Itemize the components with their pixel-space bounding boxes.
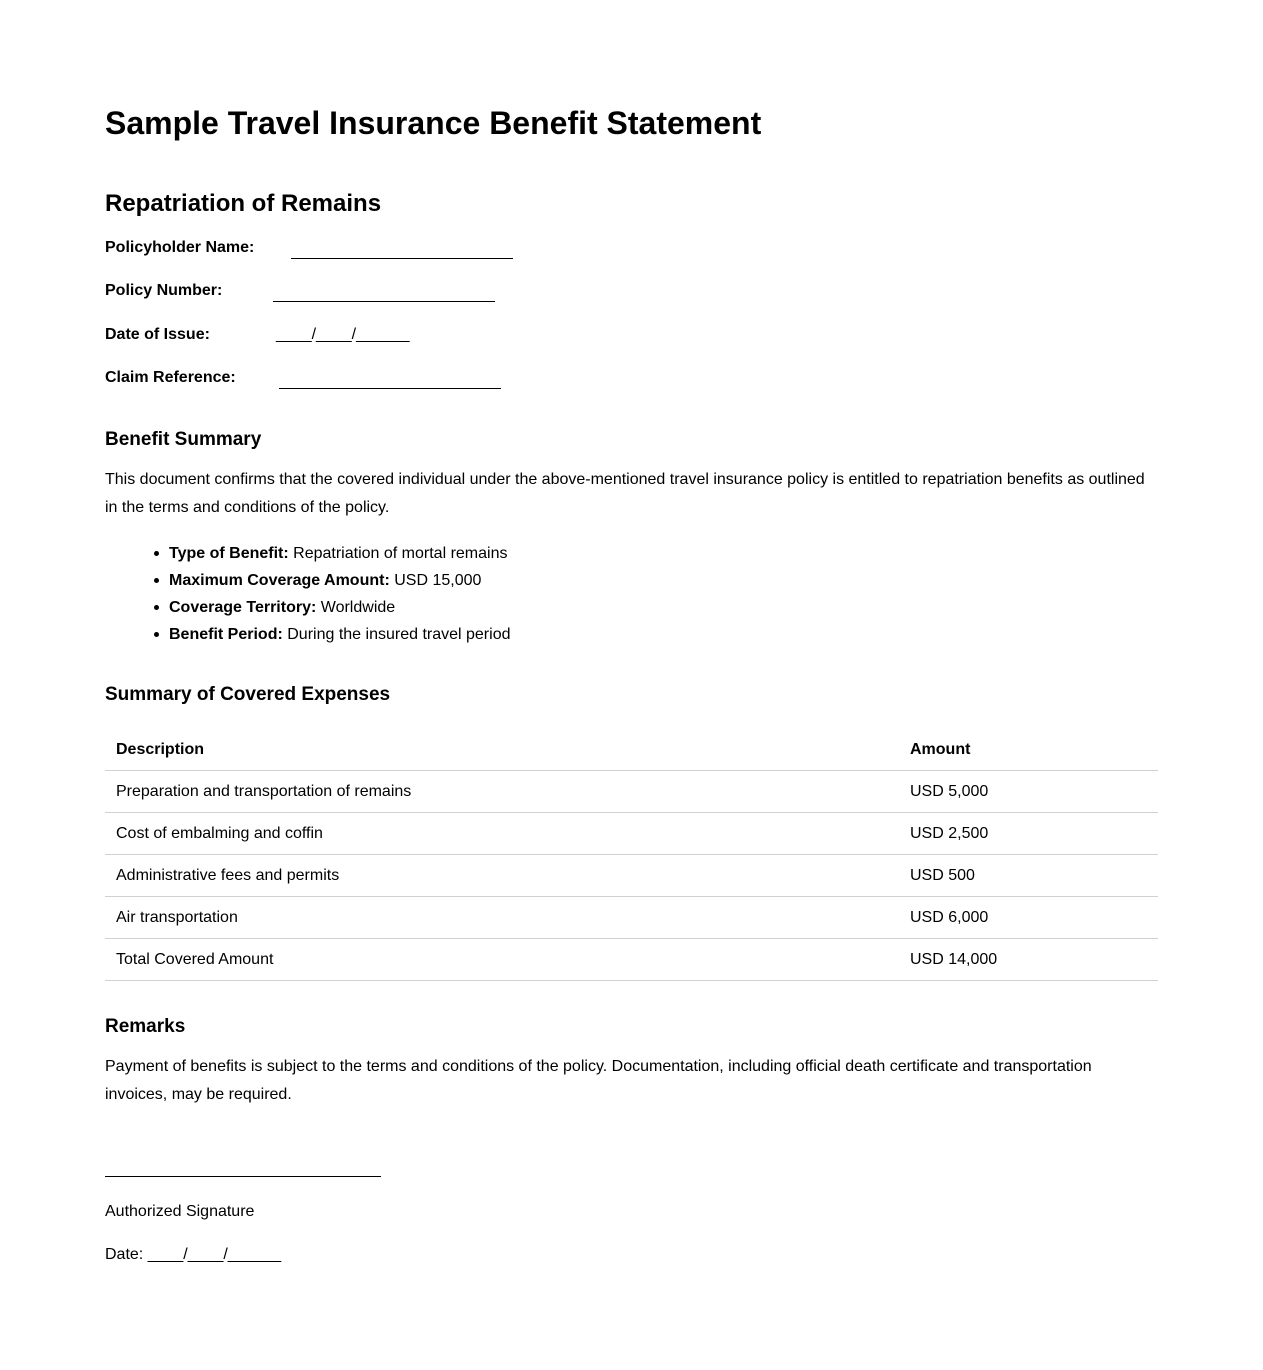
table-row — [105, 771, 1158, 813]
claim-reference-label: Claim Reference: — [105, 369, 236, 386]
expense-description: Air transportation — [105, 897, 899, 939]
benefit-summary-paragraph: This document confirms that the covered individual under the above-mentioned travel insurance policy is entitled to repatriation benefits as outlined in the terms and conditions of the policy. — [105, 471, 1145, 516]
table-row — [105, 855, 1158, 897]
policyholder-name-label: Policyholder Name: — [105, 239, 255, 256]
benefit-item-value: USD 15,000 — [394, 572, 482, 589]
benefit-summary-heading: Benefit Summary — [105, 429, 262, 450]
benefit-item-label: Benefit Period: — [169, 626, 283, 643]
signature-line[interactable] — [105, 1176, 381, 1177]
expense-amount: USD 2,500 — [899, 813, 1158, 855]
benefit-item-value: Worldwide — [320, 599, 396, 616]
expense-description: Preparation and transportation of remains — [105, 771, 899, 813]
remarks-heading: Remarks — [105, 1016, 186, 1037]
date-of-issue-field — [105, 324, 410, 346]
benefit-item-label: Maximum Coverage Amount: — [169, 572, 390, 589]
remarks-paragraph: Payment of benefits is subject to the terms and conditions of the policy. Documentation, including official death certificate and transportation invoices, may be required. — [105, 1058, 1092, 1103]
signature-date-blank[interactable]: ____/____/______ — [147, 1246, 282, 1263]
expense-description: Cost of embalming and coffin — [105, 813, 899, 855]
table-row — [105, 897, 1158, 939]
policyholder-name-field — [105, 237, 254, 259]
table-row-total — [105, 939, 1158, 981]
expense-amount: USD 500 — [899, 855, 1158, 897]
section-title: Repatriation of Remains — [105, 190, 382, 217]
benefit-item — [169, 540, 510, 567]
table-header-row — [105, 729, 1158, 771]
expense-description: Total Covered Amount — [105, 939, 899, 981]
claim-reference-field — [105, 367, 236, 389]
signature-date-label: Date: — [105, 1246, 144, 1263]
expense-description: Administrative fees and permits — [105, 855, 899, 897]
benefit-item-value: During the insured travel period — [287, 626, 511, 643]
signature-date — [105, 1244, 281, 1266]
date-of-issue-blank[interactable]: ____/____/______ — [276, 326, 410, 343]
benefit-item — [169, 567, 510, 594]
benefit-item — [169, 621, 510, 648]
date-of-issue-label: Date of Issue: — [105, 326, 210, 343]
benefit-item — [169, 594, 510, 621]
expense-amount: USD 14,000 — [899, 939, 1158, 981]
benefit-item-label: Coverage Territory: — [169, 599, 317, 616]
table-row — [105, 813, 1158, 855]
claim-reference-blank[interactable] — [279, 367, 501, 389]
document-title: Sample Travel Insurance Benefit Statement — [105, 105, 762, 141]
policy-number-field — [105, 280, 222, 302]
benefit-item-value: Repatriation of mortal remains — [293, 545, 508, 562]
benefit-list — [105, 540, 510, 648]
expense-amount: USD 5,000 — [899, 771, 1158, 813]
policy-number-label: Policy Number: — [105, 282, 223, 299]
column-header-description: Description — [105, 729, 899, 771]
covered-expenses-heading: Summary of Covered Expenses — [105, 684, 391, 705]
policyholder-name-blank[interactable] — [291, 237, 513, 259]
benefit-item-label: Type of Benefit: — [169, 545, 289, 562]
policy-number-blank[interactable] — [273, 280, 495, 302]
signature-label: Authorized Signature — [105, 1203, 255, 1220]
covered-expenses-table — [105, 729, 1158, 981]
column-header-amount: Amount — [899, 729, 1158, 771]
expense-amount: USD 6,000 — [899, 897, 1158, 939]
